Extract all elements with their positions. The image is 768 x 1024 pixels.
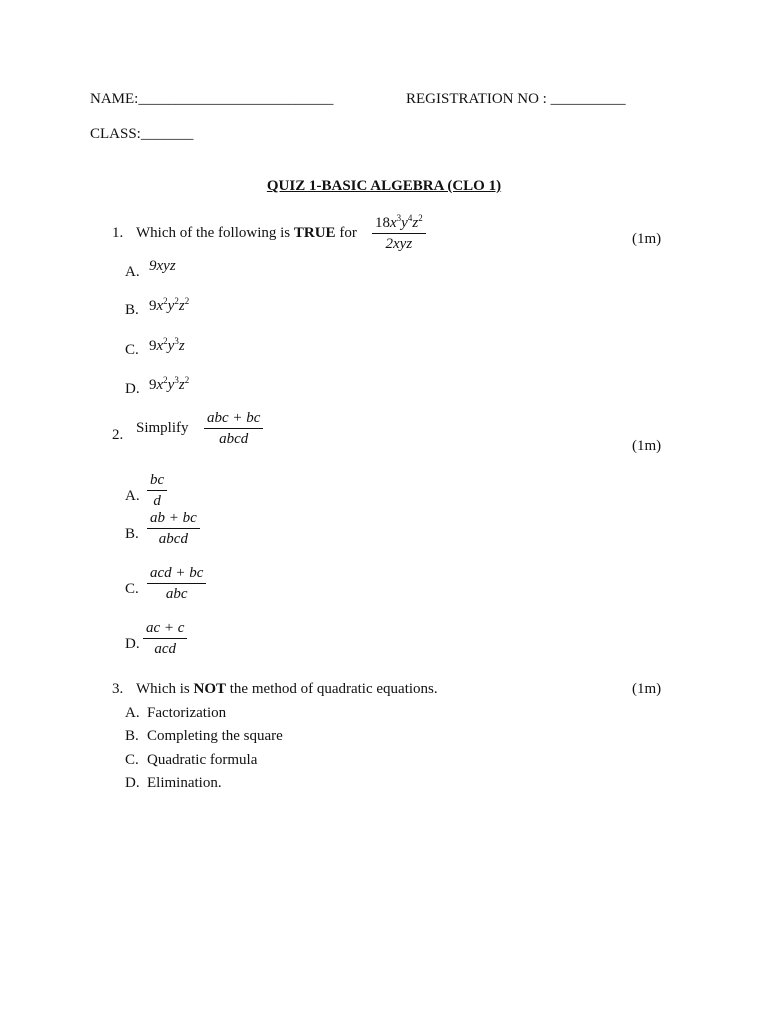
q1-option-c-text: $9x^2y^3z$: [149, 336, 185, 354]
name-field-label: NAME:__________________________: [90, 91, 334, 107]
q3-option-a-text: Factorization: [147, 705, 227, 721]
q2-option-d-fraction: $\frac{ac + c}{\text{acd}}$: [143, 621, 187, 657]
question-1-emphasis: TRUE: [293, 225, 336, 241]
registration-field-label: REGISTRATION NO : __________: [406, 91, 626, 107]
q2-option-c-fraction: $\frac{\text{acd + bc}}{\text{abc}}$: [147, 566, 206, 602]
q3-option-d-letter: D.: [125, 775, 140, 791]
question-3-number: 3.: [112, 681, 124, 697]
q1-option-a-letter: A.: [125, 264, 140, 280]
q2-option-b-fraction: $\frac{ab + bc}{\text{abcd}}$: [147, 511, 200, 547]
q3-option-b-letter: B.: [125, 728, 139, 744]
question-1-number: 1.: [112, 225, 124, 241]
q2-option-b-letter: B.: [125, 526, 139, 542]
q3-option-c-text: Quadratic formula: [147, 752, 258, 768]
question-2-number: 2.: [112, 427, 124, 443]
q2-option-a-fraction: $\frac{bc}{d}$: [147, 473, 167, 509]
q3-option-c-letter: C.: [125, 752, 139, 768]
q3-option-a-letter: A.: [125, 705, 140, 721]
question-1-marks: (1m): [632, 231, 662, 247]
question-2-marks: (1m): [632, 438, 662, 454]
q3-option-b-text: Completing the square: [147, 728, 283, 744]
q1-option-b-text: $9x^2y^2z^2$: [149, 296, 190, 314]
question-1-text: Which of the following is TRUE for: [136, 225, 357, 241]
q1-option-d-letter: D.: [125, 381, 140, 397]
question-3-text: Which is NOT the method of quadratic equations.: [136, 681, 438, 697]
question-3-marks: (1m): [632, 681, 662, 697]
question-2-text: Simplify: [136, 420, 189, 436]
question-3-emphasis: NOT: [193, 681, 227, 697]
q1-option-d-text: $9x^2y^3z^2$: [149, 375, 190, 393]
question-1-fraction: $\frac{18x^3y^4z^2}{\text{2xyz}}$: [372, 214, 426, 252]
q1-option-b-letter: B.: [125, 302, 139, 318]
quiz-title: QUIZ 1-BASIC ALGEBRA (CLO 1): [266, 178, 502, 194]
question-2-fraction: $\frac{\text{abc + bc}}{\text{abcd}}$: [204, 411, 263, 447]
q2-option-d-letter: D.: [125, 636, 140, 652]
q2-option-a-letter: A.: [125, 488, 140, 504]
q2-option-c-letter: C.: [125, 581, 139, 597]
class-field-label: CLASS:_______: [90, 126, 194, 142]
q1-option-c-letter: C.: [125, 342, 139, 358]
q3-option-d-text: Elimination.: [147, 775, 222, 791]
q1-option-a-text: 9xyz: [149, 258, 176, 274]
